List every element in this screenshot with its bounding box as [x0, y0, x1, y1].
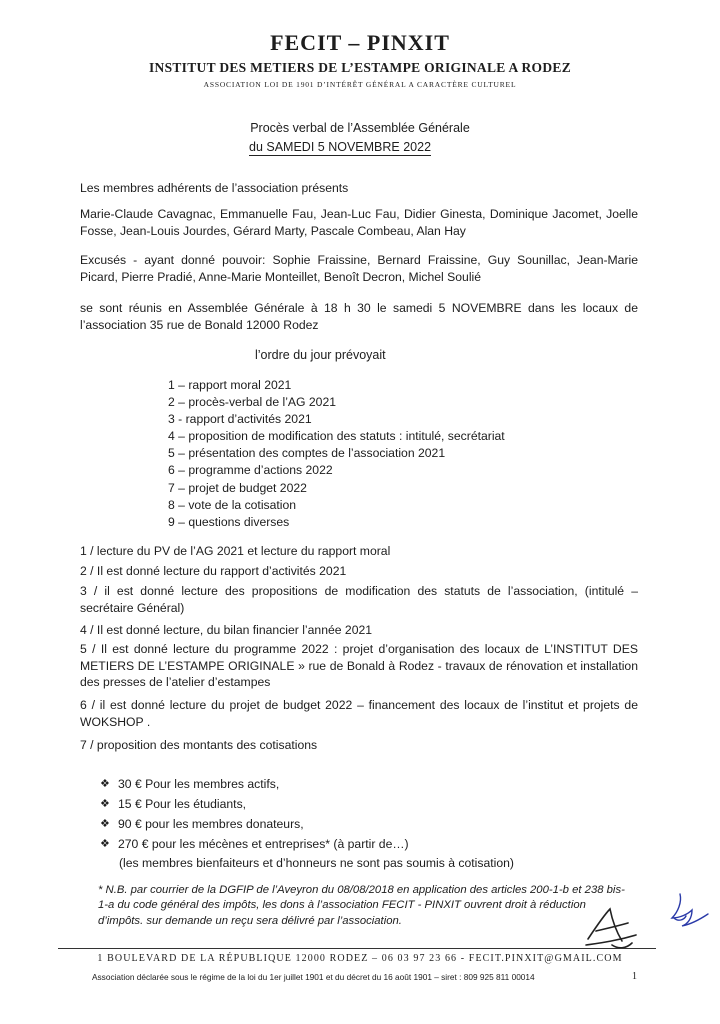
diamond-bullet-icon: ❖ — [100, 838, 110, 850]
agenda-item: 4 – proposition de modification des statuts : intitulé, secrétariat — [168, 429, 505, 444]
organization-subtitle: INSTITUT DES METIERS DE L’ESTAMPE ORIGINALE A RODEZ — [148, 60, 572, 75]
fee-item — [100, 834, 409, 854]
organization-name: FECIT – PINXIT — [270, 30, 450, 55]
fee-item — [100, 794, 409, 814]
agenda-item: 8 – vote de la cotisation — [168, 497, 297, 512]
page-number: 1 — [632, 971, 637, 982]
document-date: du SAMEDI 5 NOVEMBRE 2022 — [249, 140, 432, 154]
agenda-item: 3 - rapport d’activités 2021 — [168, 412, 312, 427]
fee-list — [100, 774, 409, 854]
fee-item-text: 90 € pour les membres donateurs, — [118, 817, 304, 831]
minutes-item-4: 4 / Il est donné lecture, du bilan financier l’année 2021 — [80, 623, 373, 637]
organization-tagline: ASSOCIATION LOI DE 1901 D’INTÉRÊT GÉNÉRAL A CARACTÈRE CULTUREL — [203, 80, 517, 89]
agenda-heading: l’ordre du jour prévoyait — [255, 348, 386, 362]
excused-members: Excusés - ayant donné pouvoir: Sophie Fraissine, Bernard Fraissine, Guy Sounillac, Jean-Marie Picard, Pierre Pradié, Anne-Marie Monteillet, Benoît Decron, Michel Soulié — [80, 253, 638, 284]
tax-deduction-note: * N.B. par courrier de la DGFIP de l’Aveyron du 08/08/2018 en application des articles 200-1-b et 238 bis-1-a du code général des impôts, les dons à l’association FECIT - PINXIT ouvrent droit à réduction d’impôts. sur demande un reçu sera délivré par l’association. — [98, 884, 625, 927]
fee-item-text: 30 € Pour les membres actifs, — [118, 777, 280, 791]
minutes-item-7: 7 / proposition des montants des cotisations — [80, 738, 318, 752]
agenda-item: 6 – programme d’actions 2022 — [168, 463, 333, 478]
agenda-item: 1 – rapport moral 2021 — [168, 378, 292, 392]
agenda-item: 7 – projet de budget 2022 — [168, 480, 307, 495]
fee-item — [100, 814, 409, 834]
minutes-item-6: 6 / il est donné lecture du projet de budget 2022 – financement des locaux de l’institut et projets de WOKSHOP . — [80, 698, 638, 729]
minutes-item-2: 2 / Il est donné lecture du rapport d’activités 2021 — [80, 564, 347, 578]
signature-icon — [582, 905, 640, 953]
initials-icon — [662, 888, 710, 932]
fee-item-text: 15 € Pour les étudiants, — [118, 797, 247, 811]
agenda-list — [168, 377, 505, 531]
agenda-item: 5 – présentation des comptes de l’association 2021 — [168, 446, 446, 461]
diamond-bullet-icon: ❖ — [100, 778, 110, 790]
diamond-bullet-icon: ❖ — [100, 818, 110, 830]
meeting-statement: se sont réunis en Assemblée Générale à 18 h 30 le samedi 5 NOVEMBRE dans les locaux de l’association 35 rue de Bonald 12000 Rodez — [80, 301, 638, 332]
footer-address: 1 BOULEVARD DE LA RÉPUBLIQUE 12000 RODEZ – 06 03 97 23 66 - FECIT.PINXIT@GMAIL.COM — [97, 953, 623, 964]
agenda-item: 2 – procès-verbal de l’AG 2021 — [168, 395, 337, 410]
footer-divider — [58, 948, 656, 949]
fees-note: (les membres bienfaiteurs et d’honneurs ne sont pas soumis à cotisation) — [119, 856, 514, 870]
footer-legal-notice: Association déclarée sous le régime de la loi du 1er juillet 1901 et du décret du 16 août 1901 – siret : 809 925 811 00014 — [92, 972, 535, 982]
minutes-item-3: 3 / il est donné lecture des propositions de modification des statuts de l’association, (intitulé – secrétaire Général) — [80, 584, 638, 615]
minutes-item-5: 5 / Il est donné lecture du programme 2022 : projet d’organisation des locaux de L’INSTITUT DES METIERS DE L’ESTAMPE ORIGINALE » rue de Bonald à Rodez - travaux de rénovation et installation des presses de l’atelier d’estampes — [80, 642, 638, 689]
document-title: Procès verbal de l’Assemblée Générale — [250, 121, 470, 135]
minutes-item-1: 1 / lecture du PV de l’AG 2021 et lecture du rapport moral — [80, 544, 391, 558]
fee-item-text: 270 € pour les mécènes et entreprises* (à partir de…) — [118, 837, 409, 851]
agenda-item: 9 – questions diverses — [168, 514, 290, 529]
present-names: Marie-Claude Cavagnac, Emmanuelle Fau, Jean-Luc Fau, Didier Ginesta, Dominique Jacomet, Joelle Fosse, Jean-Louis Jourdes, Gérard Marty, Pascale Combeau, Alan Hay — [80, 207, 638, 238]
present-intro: Les membres adhérents de l’association présents — [80, 181, 349, 195]
diamond-bullet-icon: ❖ — [100, 798, 110, 810]
fee-item — [100, 774, 409, 794]
